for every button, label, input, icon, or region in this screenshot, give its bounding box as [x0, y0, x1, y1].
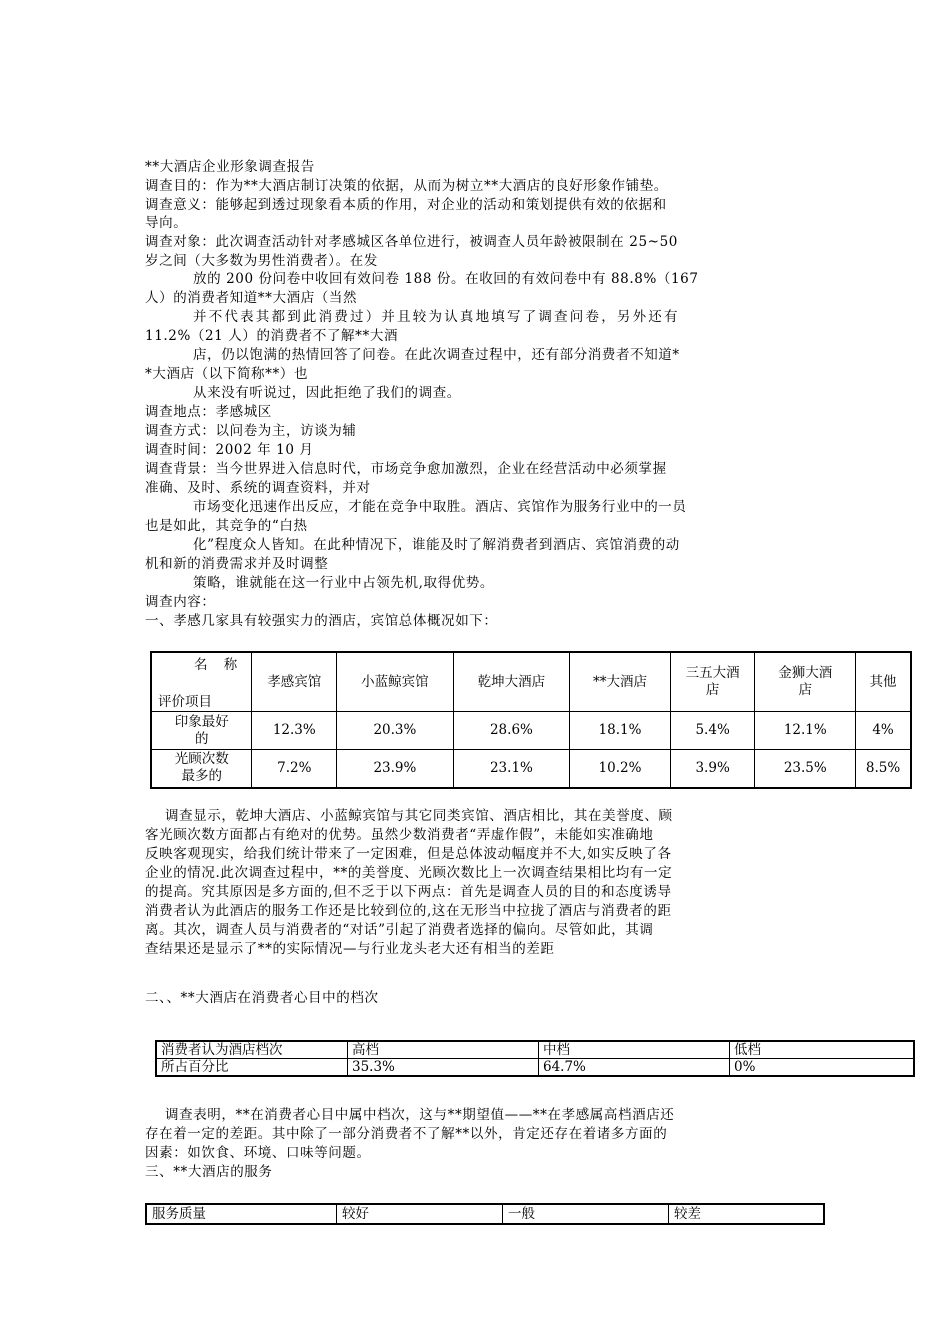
background-line: 准确、及时、系统的调查资料，并对: [145, 480, 371, 496]
method-line: 调查方式：以问卷为主，访谈为辅: [145, 423, 357, 439]
service-quality-table: [145, 1203, 825, 1225]
table-cell: 消费者认为酒店档次: [156, 1041, 348, 1059]
analysis-line: 调查显示，乾坤大酒店、小蓝鲸宾馆与其它同类宾馆、酒店相比，其在美誉度、顾: [165, 808, 673, 824]
table-cell: 服务质量: [146, 1204, 337, 1224]
table-row: [151, 712, 911, 750]
header-item-label: 评价项目: [158, 694, 212, 710]
background-line: 市场变化迅速作出反应，才能在竞争中取胜。酒店、宾馆作为服务行业中的一员: [193, 499, 687, 515]
table-cell: 较好: [337, 1204, 503, 1224]
column-header: 孝感宾馆: [252, 652, 337, 712]
background-line: 化”程度众人皆知。在此种情况下，谁能及时了解消费者到酒店、宾馆消费的动: [193, 537, 680, 553]
location-line: 调查地点：孝感城区: [145, 404, 272, 420]
table-cell: 23.9%: [337, 750, 454, 788]
table-cell: 5.4%: [670, 712, 755, 750]
table-row: [146, 1204, 824, 1224]
table-cell: 低档: [730, 1041, 915, 1059]
table-cell: 中档: [539, 1041, 730, 1059]
section-heading-3: 三、**大酒店的服务: [145, 1164, 273, 1180]
significance-line: 导向。: [145, 215, 188, 231]
table-cell: 28.6%: [453, 712, 570, 750]
analysis-line: 的提高。究其原因是多方面的,但不乏于以下两点：首先是调查人员的目的和态度诱导: [145, 884, 672, 900]
section-heading-2: 二、、**大酒店在消费者心目中的档次: [145, 990, 379, 1006]
analysis-line: 客光顾次数方面都占有绝对的优势。虽然少数消费者“弄虚作假”，未能如实准确地: [145, 827, 654, 843]
header-name-label: 名 称: [194, 657, 244, 673]
content-label: 调查内容：: [145, 594, 216, 610]
hotel-comparison-table: [150, 651, 912, 789]
subject-line: *大酒店（以下简称**）也: [145, 366, 309, 382]
table-cell: 4%: [856, 712, 911, 750]
table-cell: 3.9%: [670, 750, 755, 788]
analysis-line: 离。其次，调查人员与消费者的“对话”引起了消费者选择的偏向。尽管如此，其调: [145, 922, 654, 938]
table-cell: 20.3%: [337, 712, 454, 750]
analysis-line: 存在着一定的差距。其中除了一部分消费者不了解**以外，肯定还存在着诸多方面的: [145, 1126, 668, 1142]
table-cell: 所占百分比: [156, 1059, 348, 1077]
table-cell: 35.3%: [348, 1059, 539, 1077]
significance-line: 调查意义：能够起到透过现象看本质的作用，对企业的活动和策划提供有效的依据和: [145, 197, 667, 213]
column-header: 金狮大酒 店: [755, 652, 856, 712]
background-line: 策略，谁就能在这一行业中占领先机,取得优势。: [193, 575, 494, 591]
table-cell: 23.1%: [453, 750, 570, 788]
table-cell: 较差: [669, 1204, 825, 1224]
table-cell: 10.2%: [570, 750, 671, 788]
table-cell: 12.3%: [252, 712, 337, 750]
header-corner-cell: [151, 652, 252, 712]
table-cell: 12.1%: [755, 712, 856, 750]
column-header: 小蓝鲸宾馆: [337, 652, 454, 712]
table-header-row: [151, 652, 911, 712]
background-line: 也是如此，其竞争的“白热: [145, 518, 308, 534]
report-title: **大酒店企业形象调查报告: [145, 159, 315, 175]
background-line: 机和新的消费需求并及时调整: [145, 556, 329, 572]
column-header: 乾坤大酒店: [453, 652, 570, 712]
grade-perception-table: [155, 1040, 915, 1077]
analysis-line: 企业的情况.此次调查过程中，**的美誉度、光顾次数比上一次调查结果相比均有一定: [145, 865, 673, 881]
table-cell: 8.5%: [856, 750, 911, 788]
row-label: 光顾次数 最多的: [151, 750, 252, 788]
table-cell: 18.1%: [570, 712, 671, 750]
table-cell: 23.5%: [755, 750, 856, 788]
subject-line: 从来没有听说过，因此拒绝了我们的调查。: [193, 385, 461, 401]
time-line: 调查时间：2002 年 10 月: [145, 442, 314, 458]
analysis-line: 消费者认为此酒店的服务工作还是比较到位的,这在无形当中拉拢了酒店与消费者的距: [145, 903, 672, 919]
row-label: 印象最好 的: [151, 712, 252, 750]
background-line: 调查背景：当今世界进入信息时代，市场竞争愈加激烈，企业在经营活动中必须掌握: [145, 461, 667, 477]
subject-line: 人）的消费者知道**大酒店（当然: [145, 290, 358, 306]
subject-line: 调查对象：此次调查活动针对孝感城区各单位进行，被调查人员年龄被限制在 25~50: [145, 234, 678, 250]
purpose-line: 调查目的：作为**大酒店制订决策的依据，从而为树立**大酒店的良好形象作铺垫。: [145, 178, 668, 194]
subject-line: 岁之间（大多数为男性消费者）。在发: [145, 253, 378, 269]
analysis-line: 反映客观现实，给我们统计带来了一定困难，但是总体波动幅度并不大,如实反映了各: [145, 846, 672, 862]
subject-line: 店，仍以饱满的热情回答了问卷。在此次调查过程中，还有部分消费者不知道*: [193, 347, 680, 363]
table-row: [156, 1041, 914, 1059]
column-header: **大酒店: [570, 652, 671, 712]
table-row: [156, 1059, 914, 1077]
subject-line: 并不代表其都到此消费过）并且较为认真地填写了调查问卷，另外还有: [193, 309, 680, 325]
table-cell: 64.7%: [539, 1059, 730, 1077]
subject-line: 放的 200 份问卷中收回有效问卷 188 份。在收回的有效问卷中有 88.8%（167: [193, 271, 699, 287]
analysis-line: 因素：如饮食、环境、口味等问题。: [145, 1145, 371, 1161]
analysis-line: 调查表明，**在消费者心目中属中档次，这与**期望值——**在孝感属高档酒店还: [165, 1107, 675, 1123]
table-cell: 高档: [348, 1041, 539, 1059]
table-cell: 7.2%: [252, 750, 337, 788]
column-header: 三五大酒 店: [670, 652, 755, 712]
section-heading-1: 一、孝感几家具有较强实力的酒店，宾馆总体概况如下：: [145, 613, 498, 629]
subject-line: 11.2%（21 人）的消费者不了解**大酒: [145, 328, 399, 344]
table-cell: 一般: [503, 1204, 669, 1224]
analysis-line: 查结果还是显示了**的实际情况—与行业龙头老大还有相当的差距: [145, 941, 555, 957]
column-header: 其他: [856, 652, 911, 712]
table-cell: 0%: [730, 1059, 915, 1077]
table-row: [151, 750, 911, 788]
